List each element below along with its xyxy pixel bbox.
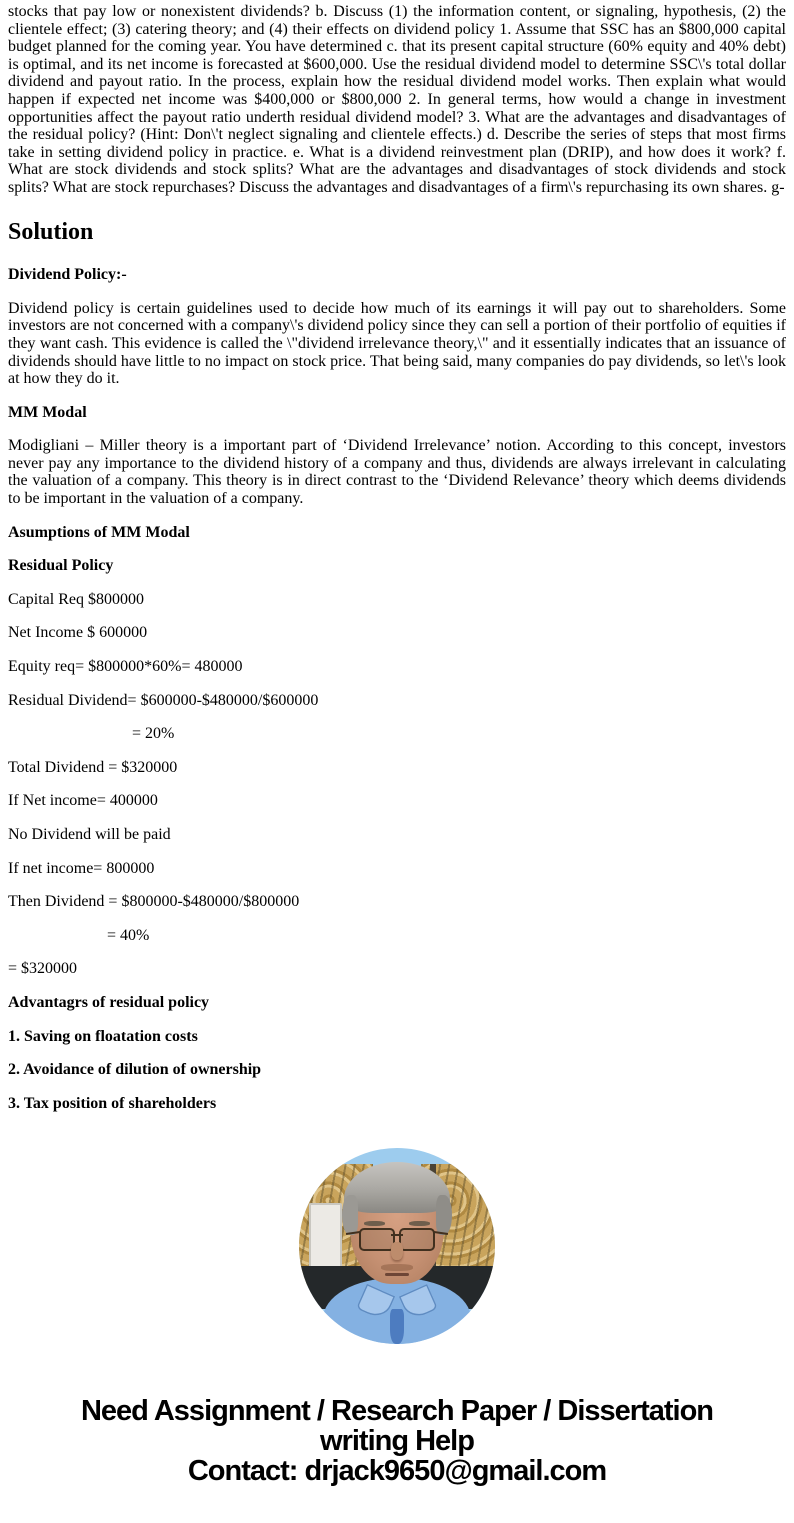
solution-heading: Solution — [8, 218, 94, 245]
document-body — [8, 3, 786, 1486]
question-paragraph: stocks that pay low or nonexistent dividends? b. Discuss (1) the information content, or signaling, hypothesis, (2) the clientele effect; (3) catering theory; and (4) their effects on dividend policy 1. Assume that SSC has an $800,000 capital budget planned for the coming year. You have determined c. that its present capital structure (60% equity and 40% debt) is optimal, and its net income is forecasted at $600,000. Use the residual dividend model to determine SSC\'s total dollar dividend and payout ratio. In the process, explain how the residual dividend model works. Then explain what would happen if expected net income was $400,000 or $800,000 2. In general terms, how would a change in investment opportunities affect the payout ratio underth residual dividend model? 3. What are the advantages and disadvantages of the residual policy? (Hint: Don\'t neglect signaling and clientele effects.) d. Describe the series of steps that most firms take in setting dividend policy in practice. e. What is a dividend reinvestment plan (DRIP), and how does it work? f. What are stock dividends and stock splits? What are the advantages and disadvantages of stock dividends and stock splits? What are stock repurchases? Discuss the advantages and disadvantages of a firm\'s repurchasing its own shares. g- — [8, 3, 786, 196]
cta-line-2: writing Help — [320, 1425, 474, 1458]
mm-modal-paragraph: Modigliani – Miller theory is a important part of ‘Dividend Irrelevance’ notion. According to this concept, investors never pay any importance to the dividend history of a company and thus, dividends are always irrelevant in calculating the valuation of a company. This theory is in direct contrast to the ‘Dividend Relevance’ theory which deems dividends to be important in the valuation of a company. — [8, 437, 786, 508]
photo-hair-side-right — [436, 1195, 452, 1234]
tutor-photo-container — [8, 1148, 786, 1344]
calc-no-dividend: No Dividend will be paid — [8, 826, 171, 843]
advantages-heading: Advantagrs of residual policy — [8, 993, 210, 1011]
mm-modal-heading: MM Modal — [8, 403, 87, 421]
calc-then-dividend: Then Dividend = $800000-$480000/$800000 — [8, 893, 300, 911]
photo-mustache-shadow — [381, 1264, 412, 1271]
photo-glasses-bridge — [391, 1234, 403, 1236]
calc-if-net-income-800: If net income= 800000 — [8, 859, 155, 877]
calc-then-pct: = 40% — [107, 926, 150, 944]
assumptions-heading: Asumptions of MM Modal — [8, 523, 190, 541]
calc-equity-req: Equity req= $800000*60%= 480000 — [8, 658, 243, 676]
photo-hair-side-left — [342, 1195, 358, 1234]
dividend-policy-paragraph: Dividend policy is certain guidelines used to decide how much of its earnings it will pay out to shareholders. Some investors are not concerned with a company\'s dividend policy since they can sell a portion of their portfolio of equities if they want cash. This evidence is called the \"dividend irrelevance theory,\" and it essentially indicates that an issuance of dividends should have little to no impact on stock price. That being said, many companies do pay dividends, so let\'s look at how they do it. — [8, 299, 787, 388]
calc-if-net-income-400: If Net income= 400000 — [8, 792, 158, 810]
calc-capital-req: Capital Req $800000 — [8, 590, 144, 608]
photo-eyebrow-right — [409, 1221, 431, 1226]
photo-nose — [391, 1242, 403, 1260]
photo-mouth — [385, 1273, 409, 1277]
dividend-policy-heading: Dividend Policy:- — [8, 266, 127, 284]
advantage-item-3: 3. Tax position of shareholders — [8, 1094, 217, 1112]
calc-then-total: = $320000 — [8, 960, 78, 978]
residual-policy-heading: Residual Policy — [8, 557, 114, 575]
cta-line-1: Need Assignment / Research Paper / Dissertation — [80, 1395, 714, 1428]
advantage-item-2: 2. Avoidance of dilution of ownership — [8, 1061, 262, 1079]
photo-glasses-lens-right — [399, 1228, 435, 1252]
photo-glasses-lens-left — [359, 1228, 395, 1252]
photo-tie-knot — [390, 1309, 404, 1344]
cta-contact-email: Contact: drjack9650@gmail.com — [187, 1455, 607, 1488]
photo-eyebrow-left — [364, 1221, 386, 1226]
calc-total-dividend: Total Dividend = $320000 — [8, 758, 178, 776]
calc-residual-pct: = 20% — [132, 725, 175, 743]
footer-cta — [8, 1396, 786, 1486]
tutor-photo — [299, 1148, 495, 1344]
calc-residual-dividend: Residual Dividend= $600000-$480000/$600000 — [8, 691, 319, 709]
advantage-item-1: 1. Saving on floatation costs — [8, 1027, 198, 1045]
calc-net-income: Net Income $ 600000 — [8, 624, 148, 642]
